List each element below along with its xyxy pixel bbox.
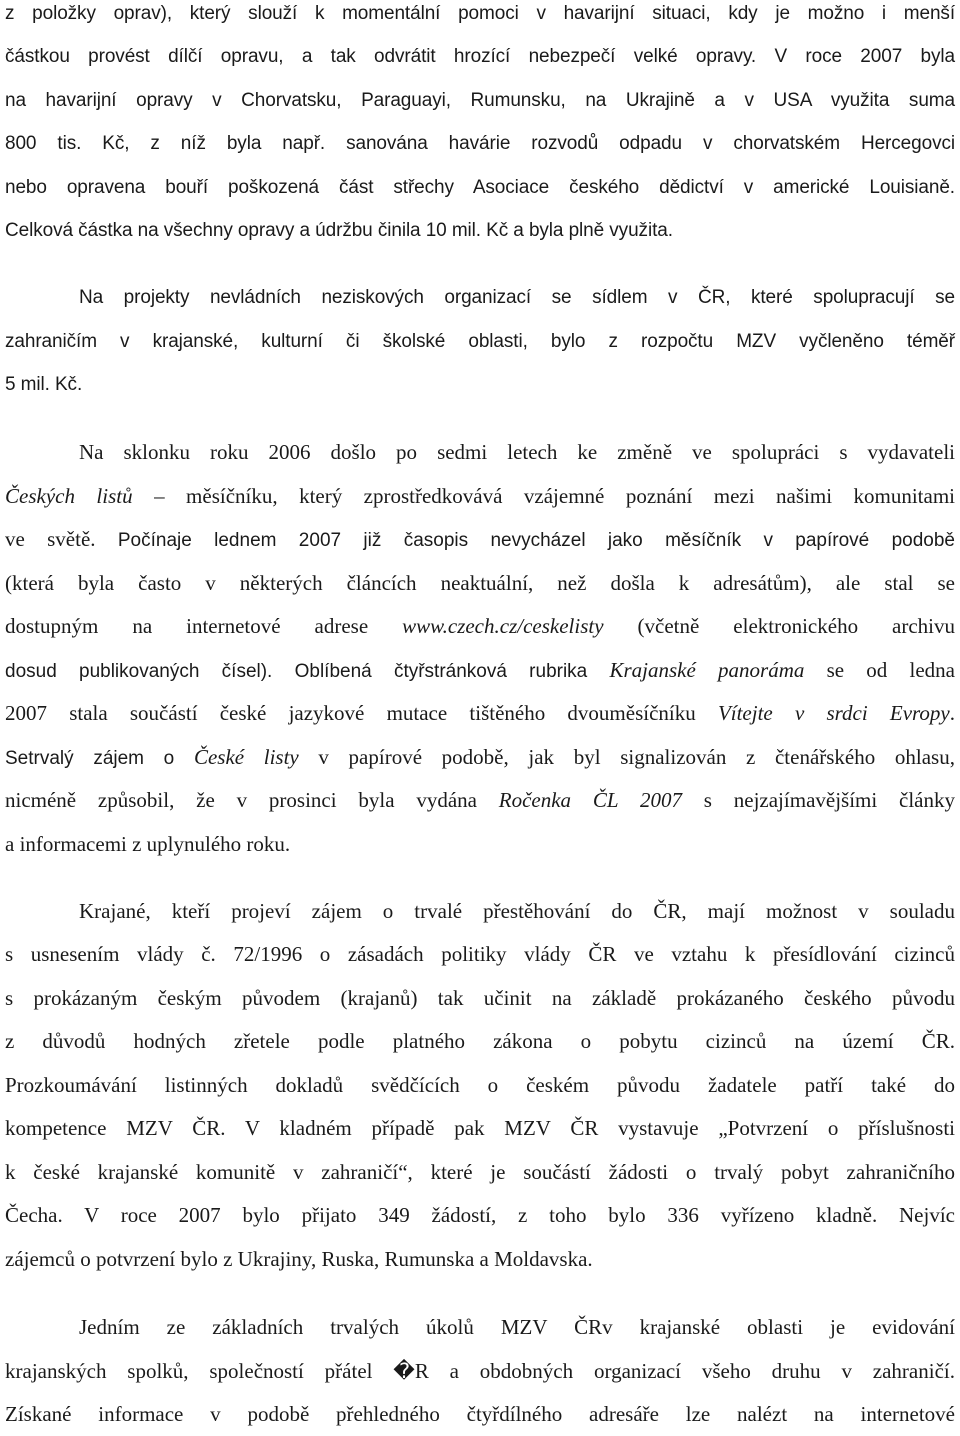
- text-segment: nicméně způsobil, že v prosinci byla vydána: [5, 788, 499, 812]
- text-segment: 2007 stala součástí české jazykové mutace tištěného dvouměsíčníku: [5, 701, 718, 725]
- text-line: s usnesením vlády č. 72/1996 o zásadách politiky vlády ČR ve vztahu k přesídlování cizinců: [5, 942, 955, 966]
- text-segment: Počínaje lednem 2007 již časopis nevycházel jako měsíčník v papírové podobě: [117, 530, 955, 551]
- text-line: Čecha. V roce 2007 bylo přijato 349 žádostí, z toho bylo 336 vyřízeno kladně. Nejvíc: [5, 1203, 955, 1227]
- text-line: kompetence MZV ČR. V kladném případě pak MZV ČR vystavuje „Potvrzení o příslušnosti: [5, 1116, 955, 1140]
- publication-title: Českých listů: [5, 484, 133, 508]
- text-line: Na projekty nevládních neziskových organizací se sídlem v ČR, které spolupracují se: [79, 287, 955, 308]
- text-segment: s nejzajímavějšími články: [681, 788, 955, 812]
- text-line: [5, 699, 955, 727]
- text-line: Jedním ze základních trvalých úkolů MZV ČRv krajanské oblasti je evidování: [79, 1315, 955, 1339]
- text-segment: Setrvalý zájem o: [5, 748, 194, 769]
- text-line: zájemců o potvrzení bylo z Ukrajiny, Ruska, Rumunska a Moldavska.: [5, 1247, 593, 1271]
- text-line: Prozkoumávání listinných dokladů svědčících o českém původu žadatele patří také do: [5, 1073, 955, 1097]
- web-address: www.czech.cz/ceskelisty: [402, 614, 604, 638]
- text-line: a informacemi z uplynulého roku.: [5, 832, 291, 856]
- text-line: [5, 525, 955, 555]
- text-segment: dosud publikovaných čísel).: [5, 661, 295, 682]
- text-line: s prokázaným českým původem (krajanů) tak učinit na základě prokázaného českého původu: [5, 986, 955, 1010]
- text-line: na havarijní opravy v Chorvatsku, Paraguayi, Rumunsku, na Ukrajině a v USA využita suma: [5, 90, 955, 111]
- text-line: Na sklonku roku 2006 došlo po sedmi letech ke změně ve spolupráci s vydavateli: [79, 440, 955, 464]
- text-segment: (včetně elektronického archivu: [603, 614, 956, 638]
- text-segment: v papírové podobě, jak byl signalizován z čtenářského ohlasu,: [298, 745, 955, 769]
- text-line: Celková částka na všechny opravy a údržbu činila 10 mil. Kč a byla plně využita.: [5, 220, 673, 241]
- text-segment: .: [949, 701, 955, 725]
- text-line: [5, 743, 955, 773]
- text-segment: se od ledna: [804, 658, 956, 682]
- rubric-title: Krajanské panoráma: [609, 658, 805, 682]
- text-line: [5, 656, 955, 686]
- text-line: nebo opravena bouří poškozená část střechy Asociace českého dědictví v americké Louisianě.: [5, 177, 955, 198]
- publication-title: Vítejte v srdci Evropy: [717, 701, 950, 725]
- text-line: (která byla často v některých článcích neaktuální, než došla k adresátům), ale stal se: [5, 571, 955, 595]
- text-line: 5 mil. Kč.: [5, 374, 83, 395]
- text-line: [5, 482, 955, 510]
- text-line: 800 tis. Kč, z níž byla např. sanována havárie rozvodů odpadu v chorvatském Hercegovci: [5, 133, 955, 154]
- publication-title: Ročenka ČL 2007: [498, 788, 682, 812]
- text-line: krajanských spolků, společností přátel �R a obdobných organizací všeho druhu v zahraničí.: [5, 1359, 955, 1383]
- text-segment: dostupným na internetové adrese: [5, 614, 403, 638]
- text-line: zahraničím v krajanské, kulturní či školské oblasti, bylo z rozpočtu MZV vyčleněno téměř: [5, 331, 955, 352]
- text-line: z položky oprav), který slouží k momentální pomoci v havarijní situaci, kdy je možno i menší: [5, 3, 955, 24]
- text-line: Získané informace v podobě přehledného čtyřdílného adresáře lze nalézt na internetové: [5, 1402, 955, 1426]
- text-segment: – měsíčníku, který zprostředkovává vzájemné poznání mezi našimi komunitami: [132, 484, 955, 508]
- text-line: [5, 612, 955, 640]
- text-segment: ve světě.: [5, 527, 118, 551]
- publication-title: České listy: [193, 745, 299, 769]
- text-line: [5, 786, 955, 814]
- text-segment: Oblíbená čtyřstránková rubrika: [294, 661, 610, 682]
- text-line: k české krajanské komunitě v zahraničí“, které je součástí žádosti o trvalý pobyt zahraničního: [5, 1160, 955, 1184]
- text-line: částkou provést dílčí opravu, a tak odvrátit hrozící nebezpečí velké opravy. V roce 2007 byla: [5, 46, 955, 67]
- text-line: Krajané, kteří projeví zájem o trvalé přestěhování do ČR, mají možnost v souladu: [79, 899, 955, 923]
- text-line: z důvodů hodných zřetele podle platného zákona o pobytu cizinců na území ČR.: [5, 1029, 955, 1053]
